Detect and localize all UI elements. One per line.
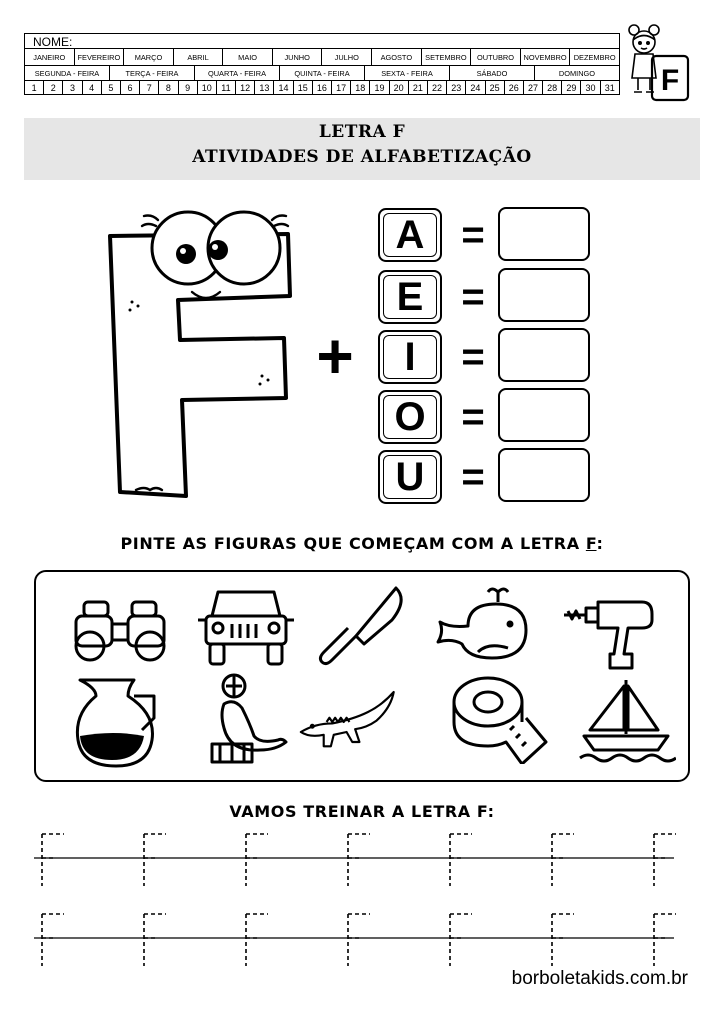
equals-sign: = — [461, 213, 485, 257]
paint-instruction-text: PINTE AS FIGURAS QUE COMEÇAM COM A LETRA — [120, 534, 586, 553]
sailboat-icon[interactable] — [576, 676, 676, 768]
jug-icon[interactable] — [70, 676, 170, 768]
day-cell[interactable]: 16 — [313, 81, 332, 95]
tape-measure-icon[interactable] — [448, 672, 548, 764]
weekday-cell: DOMINGO — [558, 69, 596, 78]
answer-box[interactable] — [498, 388, 590, 442]
day-cell[interactable]: 20 — [390, 81, 409, 95]
day-cell[interactable]: 26 — [505, 81, 524, 95]
day-cell[interactable]: 7 — [140, 81, 159, 95]
whale-icon[interactable] — [436, 582, 536, 674]
day-cell[interactable]: 13 — [255, 81, 274, 95]
vowel-letter: A — [383, 213, 437, 257]
month-cell: OUTUBRO — [471, 49, 521, 65]
answer-box[interactable] — [498, 207, 590, 261]
day-cell[interactable]: 5 — [102, 81, 121, 95]
equals-sign: = — [461, 395, 485, 439]
tracing-practice-area[interactable] — [34, 826, 694, 966]
day-cell[interactable]: 30 — [581, 81, 600, 95]
pictures-frame — [34, 570, 690, 782]
month-cell: JULHO — [322, 49, 372, 65]
answer-box[interactable] — [498, 328, 590, 382]
weekday-cell: SEGUNDA - FEIRA — [25, 66, 110, 81]
day-cell[interactable]: 1 — [25, 81, 44, 95]
month-cell: ABRIL — [174, 49, 224, 65]
plus-sign: + — [316, 320, 354, 392]
day-cell[interactable]: 17 — [332, 81, 351, 95]
vowel-letter: O — [383, 395, 437, 439]
month-cell: DEZEMBRO — [573, 52, 616, 62]
name-label: NOME: — [33, 35, 73, 49]
day-cell[interactable]: 29 — [562, 81, 581, 95]
seal-icon[interactable] — [196, 672, 296, 764]
site-url: borboletakids.com.br — [511, 968, 688, 989]
months-row — [25, 48, 619, 65]
month-cell: MARÇO — [124, 49, 174, 65]
day-cell[interactable]: 3 — [63, 81, 82, 95]
equals-sign: = — [461, 335, 485, 379]
day-cell[interactable]: 19 — [370, 81, 389, 95]
binoculars-icon[interactable] — [70, 584, 170, 676]
day-cell[interactable]: 22 — [428, 81, 447, 95]
day-cell[interactable]: 21 — [409, 81, 428, 95]
badge-letter: F — [660, 64, 680, 97]
day-cell[interactable]: 31 — [604, 83, 615, 93]
vowel-box-u — [378, 450, 442, 504]
weekdays-row — [25, 65, 619, 81]
day-cell[interactable]: 8 — [159, 81, 178, 95]
month-cell: SETEMBRO — [422, 49, 472, 65]
day-cell[interactable]: 14 — [274, 81, 293, 95]
day-cell[interactable]: 4 — [83, 81, 102, 95]
day-cell[interactable]: 12 — [236, 81, 255, 95]
paint-instruction — [0, 534, 724, 553]
knife-icon[interactable] — [318, 582, 418, 674]
vowel-letter: E — [383, 275, 437, 319]
equals-sign: = — [461, 275, 485, 319]
day-cell[interactable]: 6 — [121, 81, 140, 95]
day-cell[interactable]: 28 — [543, 81, 562, 95]
date-header-table — [24, 33, 620, 95]
cartoon-letter-f-character — [96, 200, 316, 500]
month-cell: AGOSTO — [372, 49, 422, 65]
jeep-icon[interactable] — [196, 580, 296, 672]
month-cell: FEVEREIRO — [75, 49, 125, 65]
vowel-box-i — [378, 330, 442, 384]
equals-sign: = — [461, 455, 485, 499]
weekday-cell: SÁBADO — [450, 66, 535, 81]
vowel-box-o — [378, 390, 442, 444]
trace-instruction: VAMOS TREINAR A LETRA F: — [229, 802, 495, 821]
answer-box[interactable] — [498, 448, 590, 502]
weekday-cell: QUINTA - FEIRA — [280, 66, 365, 81]
day-cell[interactable]: 10 — [198, 81, 217, 95]
vowel-letter: U — [383, 455, 437, 499]
weekday-cell: QUARTA - FEIRA — [195, 66, 280, 81]
drill-icon[interactable] — [562, 584, 662, 676]
day-cell[interactable]: 2 — [44, 81, 63, 95]
page-subtitle: ATIVIDADES DE ALFABETIZAÇÃO — [192, 147, 532, 167]
weekday-cell: SEXTA - FEIRA — [365, 66, 450, 81]
vowel-box-e — [378, 270, 442, 324]
month-cell: JANEIRO — [25, 49, 75, 65]
day-cell[interactable]: 9 — [179, 81, 198, 95]
girl-with-letter-card-icon — [620, 22, 700, 106]
vowel-box-a — [378, 208, 442, 262]
vowel-letter: I — [383, 335, 437, 379]
day-cell[interactable]: 18 — [351, 81, 370, 95]
paint-instruction-letter: F — [585, 534, 597, 553]
month-cell: JUNHO — [273, 49, 323, 65]
days-row — [25, 80, 619, 95]
day-cell[interactable]: 25 — [486, 81, 505, 95]
day-cell[interactable]: 27 — [524, 81, 543, 95]
paint-instruction-colon: : — [596, 534, 604, 553]
day-cell[interactable]: 15 — [294, 81, 313, 95]
weekday-cell: TERÇA - FEIRA — [110, 66, 195, 81]
answer-box[interactable] — [498, 268, 590, 322]
day-cell[interactable]: 23 — [447, 81, 466, 95]
day-cell[interactable]: 11 — [217, 81, 236, 95]
crocodile-icon[interactable] — [298, 676, 398, 768]
page-title: LETRA F — [318, 122, 406, 142]
month-cell: NOVEMBRO — [521, 49, 571, 65]
month-cell: MAIO — [223, 49, 273, 65]
day-cell[interactable]: 24 — [466, 81, 485, 95]
